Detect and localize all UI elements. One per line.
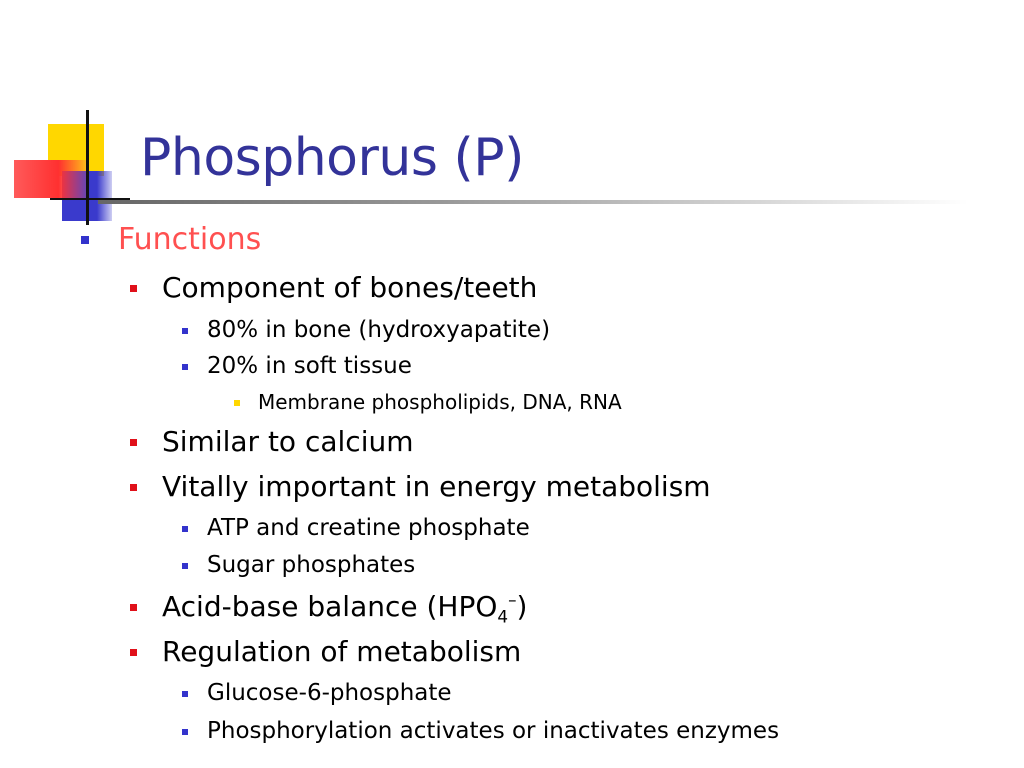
bullet-similar-to-calcium: [162, 425, 414, 459]
superscript: –: [508, 589, 517, 610]
bullet-membrane-phospholipids: [258, 390, 622, 414]
bullet-glucose-6-phosphate: [207, 679, 452, 707]
bullet-text: Membrane phospholipids, DNA, RNA: [258, 390, 622, 414]
bullet-marker: [130, 604, 137, 611]
subscript: 4: [497, 606, 509, 627]
bullet-text: 80% in bone (hydroxyapatite): [207, 317, 551, 343]
bullet-marker: [130, 649, 137, 656]
bullet-component-of-bones: [162, 271, 537, 305]
bullet-marker: [182, 729, 188, 735]
bullet-marker: [130, 439, 137, 446]
bullet-marker: [182, 526, 188, 532]
bullet-text: Similar to calcium: [162, 425, 414, 458]
bullet-marker: [182, 691, 188, 697]
bullet-20-percent-soft-tissue: [207, 352, 412, 380]
bullet-text: Vitally important in energy metabolism: [162, 470, 711, 503]
bullet-marker: [81, 236, 89, 244]
bullet-text: Phosphorylation activates or inactivates enzymes: [207, 718, 780, 744]
bullet-text: Sugar phosphates: [207, 552, 416, 578]
bullet-text: Regulation of metabolism: [162, 635, 522, 668]
logo-red-bar: [14, 160, 88, 198]
bullet-acid-base-balance: [162, 589, 528, 627]
bullet-80-percent-bone: [207, 316, 550, 344]
bullet-text: ATP and creatine phosphate: [207, 515, 530, 541]
bullet-text: Glucose-6-phosphate: [207, 680, 452, 706]
bullet-text: Component of bones/teeth: [162, 271, 538, 304]
bullet-marker: [182, 328, 188, 334]
bullet-marker: [130, 484, 137, 491]
title-underline: [98, 200, 968, 204]
logo-vertical-line: [86, 110, 89, 225]
bullet-text: Functions: [118, 222, 262, 257]
bullet-marker: [130, 285, 137, 292]
bullet-atp-creatine: [207, 514, 530, 542]
bullet-functions: [118, 222, 261, 258]
slide-title: Phosphorus (P): [140, 128, 524, 188]
bullet-text: 20% in soft tissue: [207, 353, 412, 379]
bullet-text: Acid-base balance $(HPO_4^-)$: [162, 589, 528, 627]
bullet-sugar-phosphates: [207, 551, 415, 579]
bullet-marker: [234, 400, 240, 406]
bullet-energy-metabolism: [162, 470, 711, 504]
bullet-marker: [182, 364, 188, 370]
bullet-regulation-of-metabolism: [162, 635, 521, 669]
bullet-phosphorylation: [207, 717, 779, 745]
bullet-marker: [182, 563, 188, 569]
